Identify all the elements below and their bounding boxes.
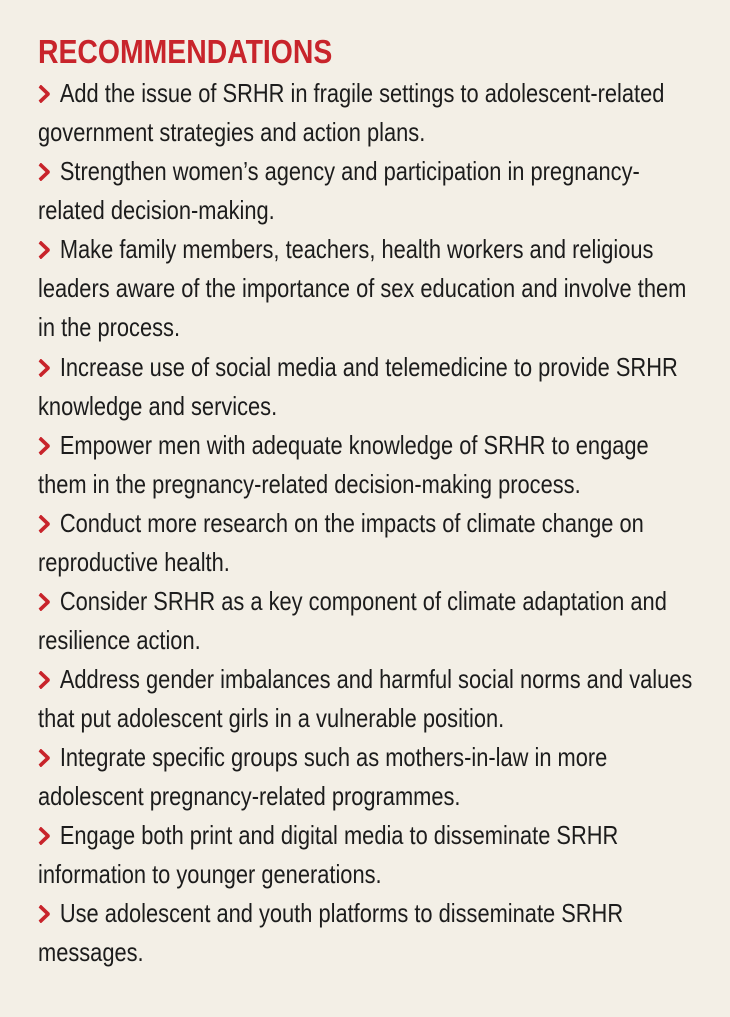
chevron-right-icon xyxy=(38,827,50,845)
recommendation-text: Use adolescent and youth platforms to disseminate SRHR messages. xyxy=(38,898,624,968)
recommendation-item xyxy=(38,348,708,426)
recommendation-item xyxy=(38,426,708,504)
recommendation-text: Consider SRHR as a key component of climate adaptation and resilience action. xyxy=(38,586,667,656)
recommendation-item xyxy=(38,504,708,582)
recommendation-text: Increase use of social media and telemedicine to provide SRHR knowledge and services. xyxy=(38,352,678,422)
recommendation-item xyxy=(38,816,708,894)
recommendations-list xyxy=(38,74,708,972)
recommendation-text: Add the issue of SRHR in fragile settings to adolescent-related government strategies and action plans. xyxy=(38,78,665,148)
chevron-right-icon xyxy=(38,749,50,767)
recommendation-text: Integrate specific groups such as mothers-in-law in more adolescent pregnancy-related programmes. xyxy=(38,742,608,812)
recommendation-text: Address gender imbalances and harmful social norms and values that put adolescent girls in a vulnerable position. xyxy=(38,664,693,734)
chevron-right-icon xyxy=(38,671,50,689)
recommendation-item xyxy=(38,582,708,660)
recommendation-item xyxy=(38,894,708,972)
recommendations-panel xyxy=(38,30,708,972)
chevron-right-icon xyxy=(38,359,50,377)
chevron-right-icon xyxy=(38,905,50,923)
chevron-right-icon xyxy=(38,163,50,181)
recommendation-text: Engage both print and digital media to disseminate SRHR information to younger generations. xyxy=(38,820,619,890)
chevron-right-icon xyxy=(38,85,50,103)
recommendation-text: Conduct more research on the impacts of climate change on reproductive health. xyxy=(38,508,644,578)
chevron-right-icon xyxy=(38,437,50,455)
chevron-right-icon xyxy=(38,593,50,611)
chevron-right-icon xyxy=(38,515,50,533)
chevron-right-icon xyxy=(38,241,50,259)
recommendations-heading: RECOMMENDATIONS xyxy=(38,33,333,70)
recommendation-text: Empower men with adequate knowledge of SRHR to engage them in the pregnancy-related decision-making process. xyxy=(38,430,649,500)
recommendation-text: Strengthen women’s agency and participation in pregnancy-related decision-making. xyxy=(38,156,640,226)
recommendation-item xyxy=(38,660,708,738)
recommendation-item xyxy=(38,74,708,152)
recommendation-item xyxy=(38,230,708,348)
recommendation-item xyxy=(38,738,708,816)
recommendation-item xyxy=(38,152,708,230)
recommendation-text: Make family members, teachers, health workers and religious leaders aware of the importance of sex education and involve them in the process. xyxy=(38,234,687,343)
